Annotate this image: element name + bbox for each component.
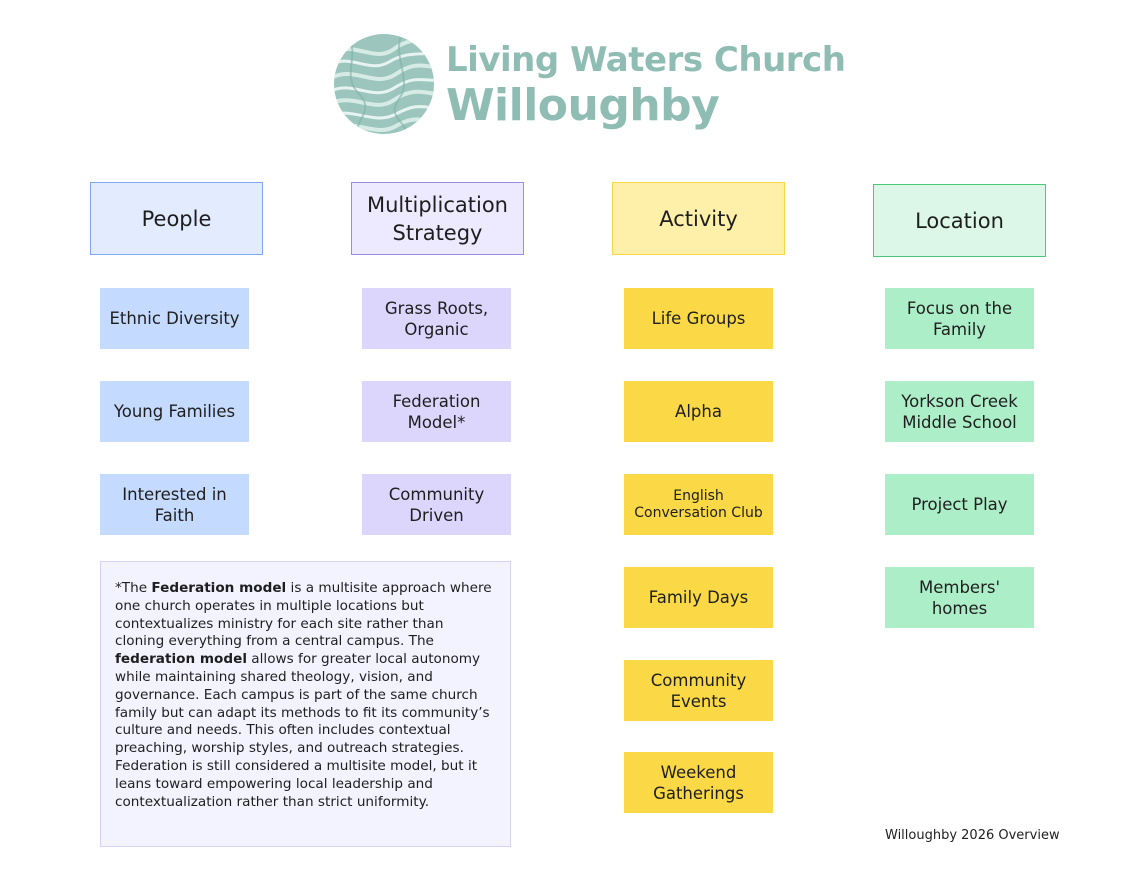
footer-caption: Willoughby 2026 Overview	[885, 828, 1060, 843]
activity-card-community-events: Community Events	[624, 660, 773, 721]
logo-icon	[334, 34, 434, 134]
note-bold-2: federation model	[115, 651, 247, 668]
title-line-2: Willoughby	[446, 80, 720, 131]
note-bold-1: Federation model	[151, 580, 287, 596]
people-card-interested-in-faith: Interested in Faith	[100, 474, 249, 535]
location-card-focus-on-the-family: Focus on the Family	[885, 288, 1034, 349]
activity-card-life-groups: Life Groups	[624, 288, 773, 349]
strategy-card-community-driven: Community Driven	[362, 474, 511, 535]
people-card-ethnic-diversity: Ethnic Diversity	[100, 288, 249, 349]
column-header-multiplication-strategy: Multiplication Strategy	[351, 182, 524, 255]
strategy-card-federation-model: Federation Model*	[362, 381, 511, 442]
column-header-activity: Activity	[612, 182, 785, 255]
people-card-young-families: Young Families	[100, 381, 249, 442]
activity-card-english-conversation-club: English Conversation Club	[624, 474, 773, 535]
location-card-project-play: Project Play	[885, 474, 1034, 535]
federation-model-note	[100, 561, 511, 847]
activity-card-alpha: Alpha	[624, 381, 773, 442]
location-card-members-homes: Members' homes	[885, 567, 1034, 628]
note-text-1: *The	[115, 580, 152, 596]
note-text-2: is a multisite approach where one church operates in multiple locations but contextualizes ministry for each site rather than cloning everything from a central campus. The	[115, 580, 492, 650]
activity-card-family-days: Family Days	[624, 567, 773, 628]
column-header-location: Location	[873, 184, 1046, 257]
strategy-card-grass-roots: Grass Roots, Organic	[362, 288, 511, 349]
title-line-1: Living Waters Church	[446, 40, 846, 80]
note-text-3: allows for greater local autonomy while maintaining shared theology, vision, and governance. Each campus is part of the same church family but can adapt its methods to fit its community’s culture and needs. This often includes contextual preaching, worship styles, and outreach strategies. Federation is still considered a multisite model, but it leans toward empowering local leadership and contextualization rather than strict uniformity.	[115, 651, 490, 810]
activity-card-weekend-gatherings: Weekend Gatherings	[624, 752, 773, 813]
location-card-yorkson-creek: Yorkson Creek Middle School	[885, 381, 1034, 442]
column-header-people: People	[90, 182, 263, 255]
